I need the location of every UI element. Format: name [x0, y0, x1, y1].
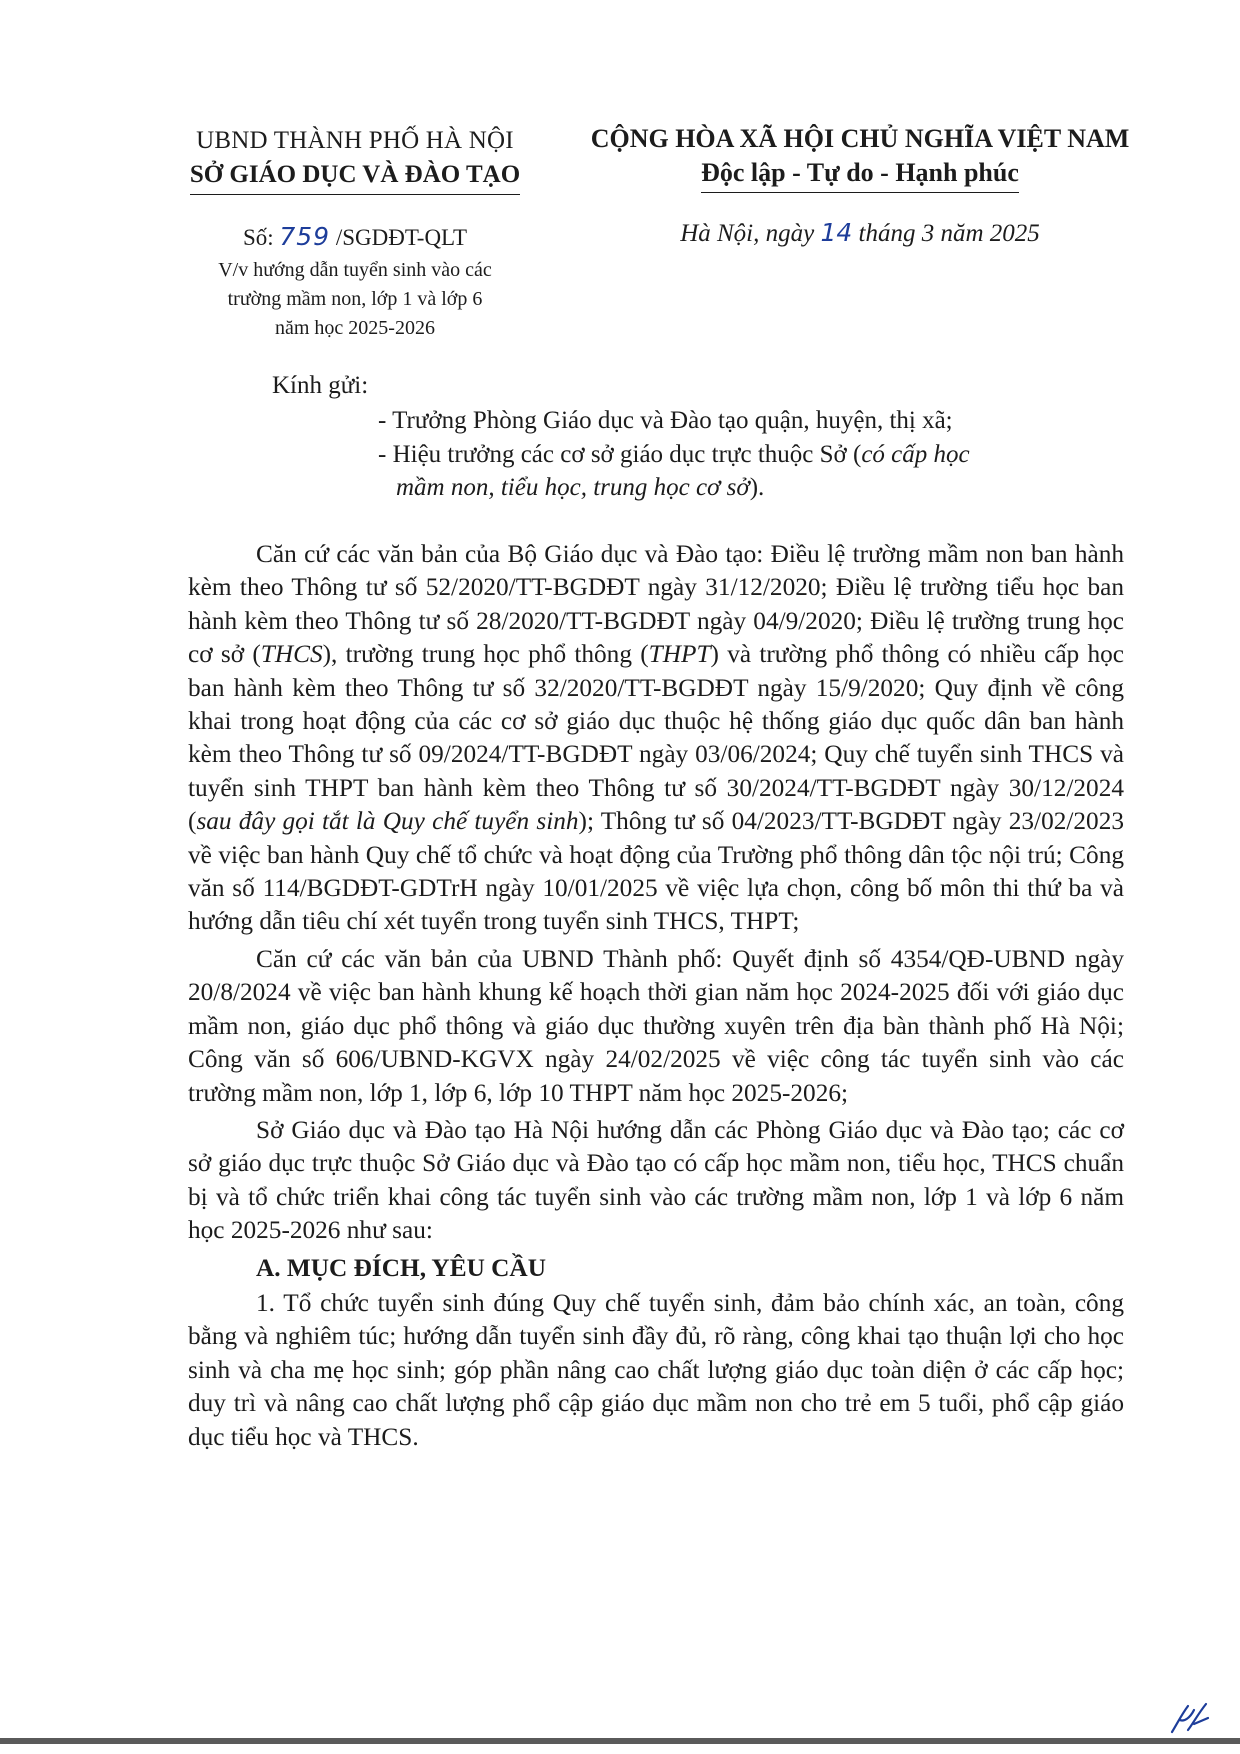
paragraph-text: Căn cứ các văn bản của Bộ Giáo dục và Đào tạo: Điều lệ trường mầm non ban hành kèm theo Thông tư số 52/2020/TT-BGDĐT ngày 31/12/2020; Điều lệ trường tiểu học ban hành kèm theo Thông tư số 28/2020/TT-BGDĐT ngày 04/9/2020; Điều lệ trường trung học cơ sở ( [188, 540, 1124, 669]
recipient-item [378, 438, 1148, 504]
issuing-agency: UBND THÀNH PHỐ HÀ NỘI [196, 127, 514, 154]
section-heading-a: A. MỤC ĐÍCH, YÊU CẦU [256, 1253, 546, 1282]
scan-edge-line [0, 1738, 1240, 1744]
issuing-department: SỞ GIÁO DỤC VÀ ĐÀO TẠO [190, 158, 520, 195]
paragraph-text: ); Thông tư số 04/2023/TT-BGDĐT ngày 23/02/2023 về việc ban hành Quy chế tổ chức và hoạt động của Trường phổ thông dân tộc nội trú; Công văn số 114/BGDĐT-GDTrH ngày 10/01/2025 về việc lựa chọn, công bố môn thi thứ ba và hướng dẫn tiêu chí xét tuyển trong tuyển sinh THCS, THPT; [188, 807, 1125, 936]
recipient-item: - Trưởng Phòng Giáo dục và Đào tạo quận, huyện, thị xã; [378, 407, 953, 434]
recipient-text-italic: có cấp học [861, 441, 970, 468]
subject-line: trường mầm non, lớp 1 và lớp 6 [227, 288, 483, 310]
date-suffix: tháng 3 năm 2025 [852, 220, 1040, 247]
paragraph-text: ) và trường phổ thông có nhiều cấp học ban hành kèm theo Thông tư số 32/2020/TT-BGDĐT ngày 15/9/2020; Quy định về công khai trong hoạt động của các cơ sở giáo dục thuộc hệ thống giáo dục quốc dân ban hành kèm theo Thông tư số 09/2024/TT-BGDĐT ngày 03/06/2024; Quy chế tuyển sinh THCS và tuyển sinh THPT ban hành kèm theo Thông tư số 30/2024/TT-BGDĐT ngày 30/12/2024 ( [188, 640, 1124, 836]
handwritten-day: 14 [820, 218, 853, 247]
national-title-block [560, 122, 1160, 193]
subject-line: V/v hướng dẫn tuyển sinh vào các [218, 259, 492, 281]
recipient-text: - Hiệu trưởng các cơ sở giáo dục trực thuộc Sở ( [378, 441, 862, 468]
document-subject [160, 256, 550, 343]
issuer-block [160, 124, 550, 195]
paragraph-item-1: 1. Tổ chức tuyển sinh đúng Quy chế tuyển sinh, đảm bảo chính xác, an toàn, công bằng và nghiêm túc; hướng dẫn tuyển sinh đầy đủ, rõ ràng, công khai tạo thuận lợi cho học sinh và cha mẹ học sinh; góp phần nâng cao chất lượng giáo dục toàn diện ở các cấp học; duy trì và nâng cao chất lượng phổ cập giáo dục mầm non cho trẻ em 5 tuổi, phổ cập giáo dục tiểu học và THCS. [188, 1288, 1124, 1451]
recipient-text-italic: mầm non, tiểu học, trung học cơ sở [396, 474, 750, 501]
national-motto: Độc lập - Tự do - Hạnh phúc [701, 156, 1019, 193]
paragraph-text-italic: THCS [260, 640, 323, 669]
document-number-prefix: Số: [242, 225, 280, 250]
paragraph-text-italic: THPT [648, 640, 711, 669]
handwritten-document-number: 759 [279, 222, 331, 251]
document-number-suffix: /SGDĐT-QLT [330, 225, 468, 250]
national-title: CỘNG HÒA XÃ HỘI CHỦ NGHĨA VIỆT NAM [590, 124, 1130, 153]
paragraph-guidance-intro: Sở Giáo dục và Đào tạo Hà Nội hướng dẫn các Phòng Giáo dục và Đào tạo; các cơ sở giáo dục trực thuộc Sở Giáo dục và Đào tạo có cấp học mầm non, tiểu học, THCS chuẩn bị và tổ chức triển khai công tác tuyển sinh vào các trường mầm non, lớp 1 và lớp 6 năm học 2025-2026 như sau: [188, 1115, 1124, 1245]
document-body [188, 538, 1124, 1458]
date-prefix: Hà Nội, ngày [680, 220, 821, 247]
handwritten-initials-mark [1168, 1700, 1212, 1736]
subject-line: năm học 2025-2026 [275, 317, 435, 339]
paragraph-text-italic: sau đây gọi tắt là Quy chế tuyển sinh [196, 807, 579, 836]
paragraph-text: ), trường trung học phổ thông ( [322, 640, 649, 669]
recipients-greeting: Kính gửi: [272, 372, 369, 399]
paragraph-legal-basis-ministry [188, 538, 1124, 939]
document-number [160, 222, 550, 251]
issue-date [560, 218, 1160, 248]
recipient-text: ). [749, 474, 765, 501]
paragraph-legal-basis-city: Căn cứ các văn bản của UBND Thành phố: Quyết định số 4354/QĐ-UBND ngày 20/8/2024 về việc ban hành khung kế hoạch thời gian năm học 2024-2025 đối với giáo dục mầm non, giáo dục phổ thông và giáo dục thường xuyên trên địa bàn thành phố Hà Nội; Công văn số 606/UBND-KGVX ngày 24/02/2025 về việc công tác tuyển sinh vào các trường mầm non, lớp 1, lớp 6, lớp 10 THPT năm học 2025-2026; [188, 944, 1124, 1107]
